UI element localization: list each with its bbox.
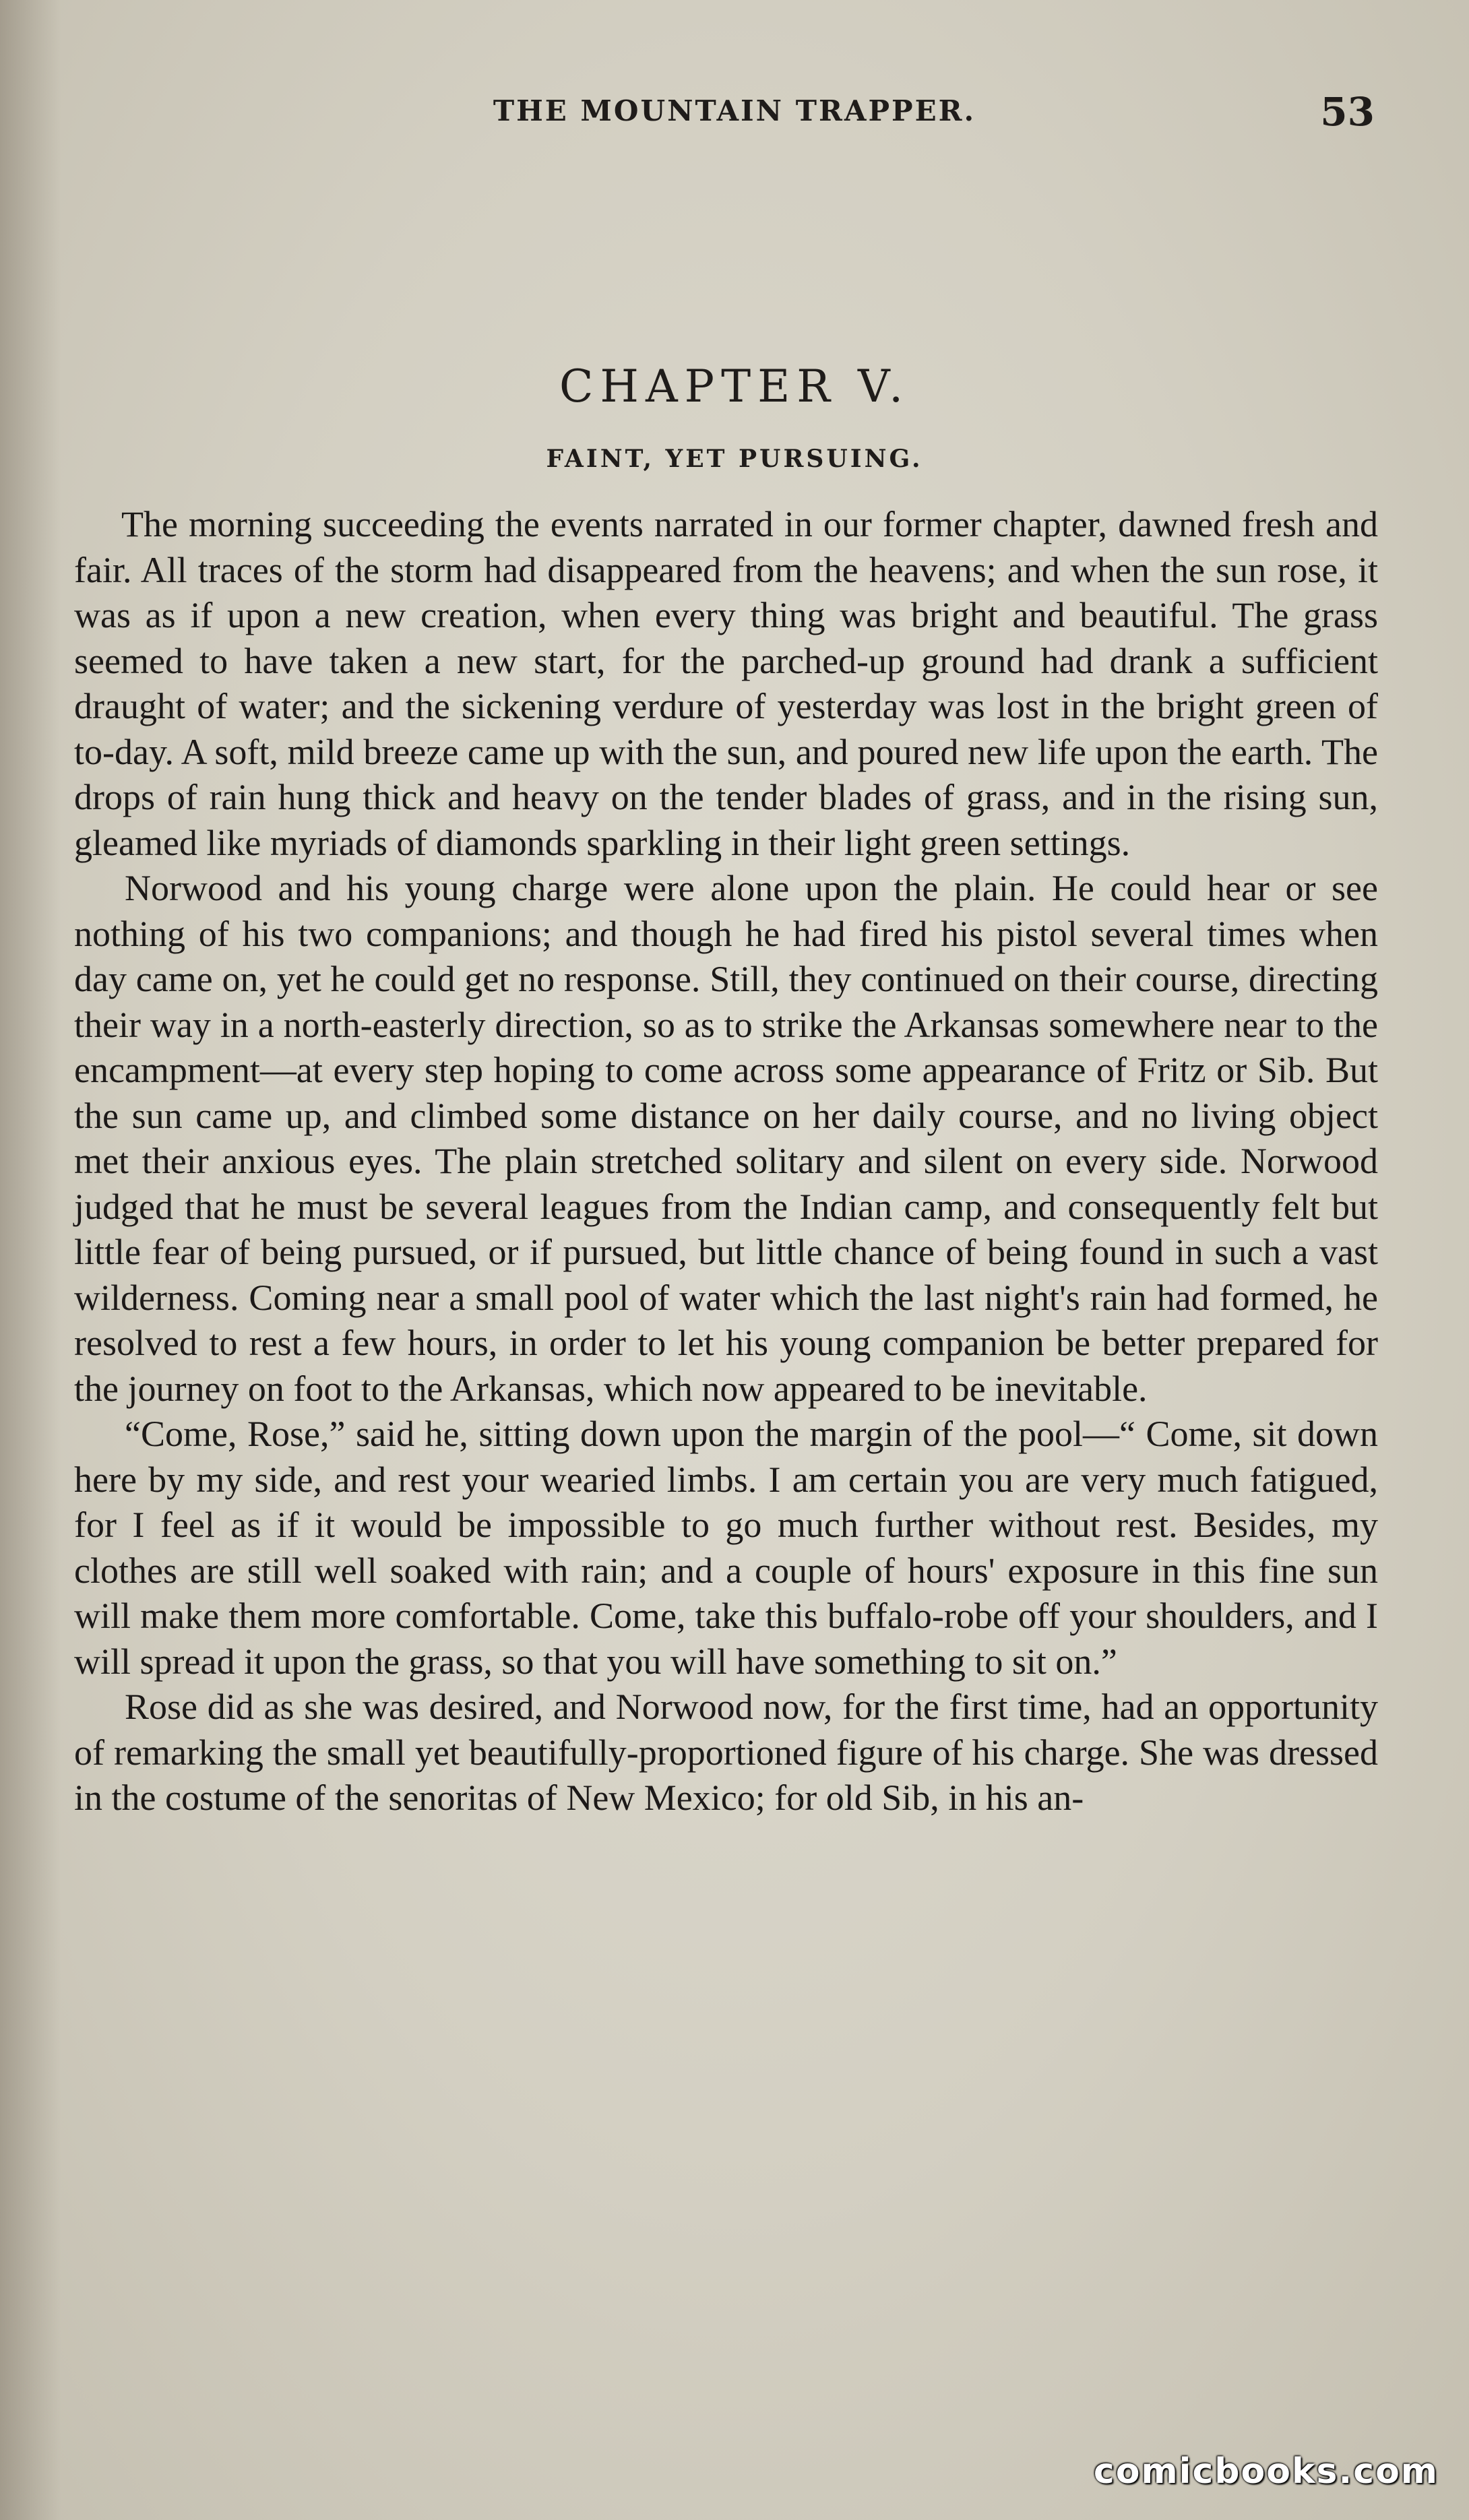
paragraph: “Come, Rose,” said he, sitting down upon the margin of the pool—“ Come, sit down here by my side, and rest your wearied limbs. I am certain you are very much fatigued, for I feel as if it would be impossible to go much further without rest. Besides, my clothes are still well soaked with rain; and a couple of hours' exposure in this fine sun will make them more comfortable. Come, take this buffalo-robe off your shoulders, and I will spread it upon the grass, so that you will have something to sit on.” [74, 1414, 1378, 1682]
paragraph: Norwood and his young charge were alone upon the plain. He could hear or see nothing of his two companions; and though he had fired his pistol several times when day came on, yet he could get no response. Still, they continued on their course, directing their way in a north-easterly direction, so as to strike the Arkansas somewhere near to the encampment—at every step hoping to come across some appearance of Fritz or Sib. But the sun came up, and climbed some distance on her daily course, and no living object met their anxious eyes. The plain stretched solitary and silent on every side. Norwood judged that he must be several leagues from the Indian camp, and consequently felt but little fear of being pursued, or if pursued, but little chance of being found in such a vast wilderness. Coming near a small pool of water which the last night's rain had formed, he resolved to rest a few hours, in order to let his young companion be better prepared for the journey on foot to the Arkansas, which now appeared to be inevitable. [74, 868, 1378, 1409]
gutter-shadow [0, 0, 61, 2520]
paragraph: Rose did as she was desired, and Norwood now, for the first time, had an opportunity of remarking the small yet beautifully-proportioned figure of his charge. She was dressed in the costume of the senoritas of New Mexico; for old Sib, in his an- [74, 1687, 1378, 1818]
body-text [74, 502, 1378, 1821]
page-number: 53 [1320, 89, 1375, 135]
running-header [74, 89, 1395, 148]
chapter-subtitle: FAINT, YET PURSUING. [546, 445, 923, 473]
running-title: THE MOUNTAIN TRAPPER. [493, 94, 976, 127]
chapter-heading: CHAPTER V. [559, 360, 910, 412]
watermark: comicbooks.com [1093, 2451, 1439, 2492]
paragraph: The morning succeeding the events narrated in our former chapter, dawned fresh and fair. All traces of the storm had disappeared from the heavens; and when the sun rose, it was as if upon a new creation, when every thing was bright and beautiful. The grass seemed to have taken a new start, for the parched-up ground had drank a sufficient draught of water; and the sickening verdure of yesterday was lost in the bright green of to-day. A soft, mild breeze came up with the sun, and poured new life upon the earth. The drops of rain hung thick and heavy on the tender blades of grass, and in the rising sun, gleamed like myriads of diamonds sparkling in their light green settings. [74, 504, 1378, 863]
